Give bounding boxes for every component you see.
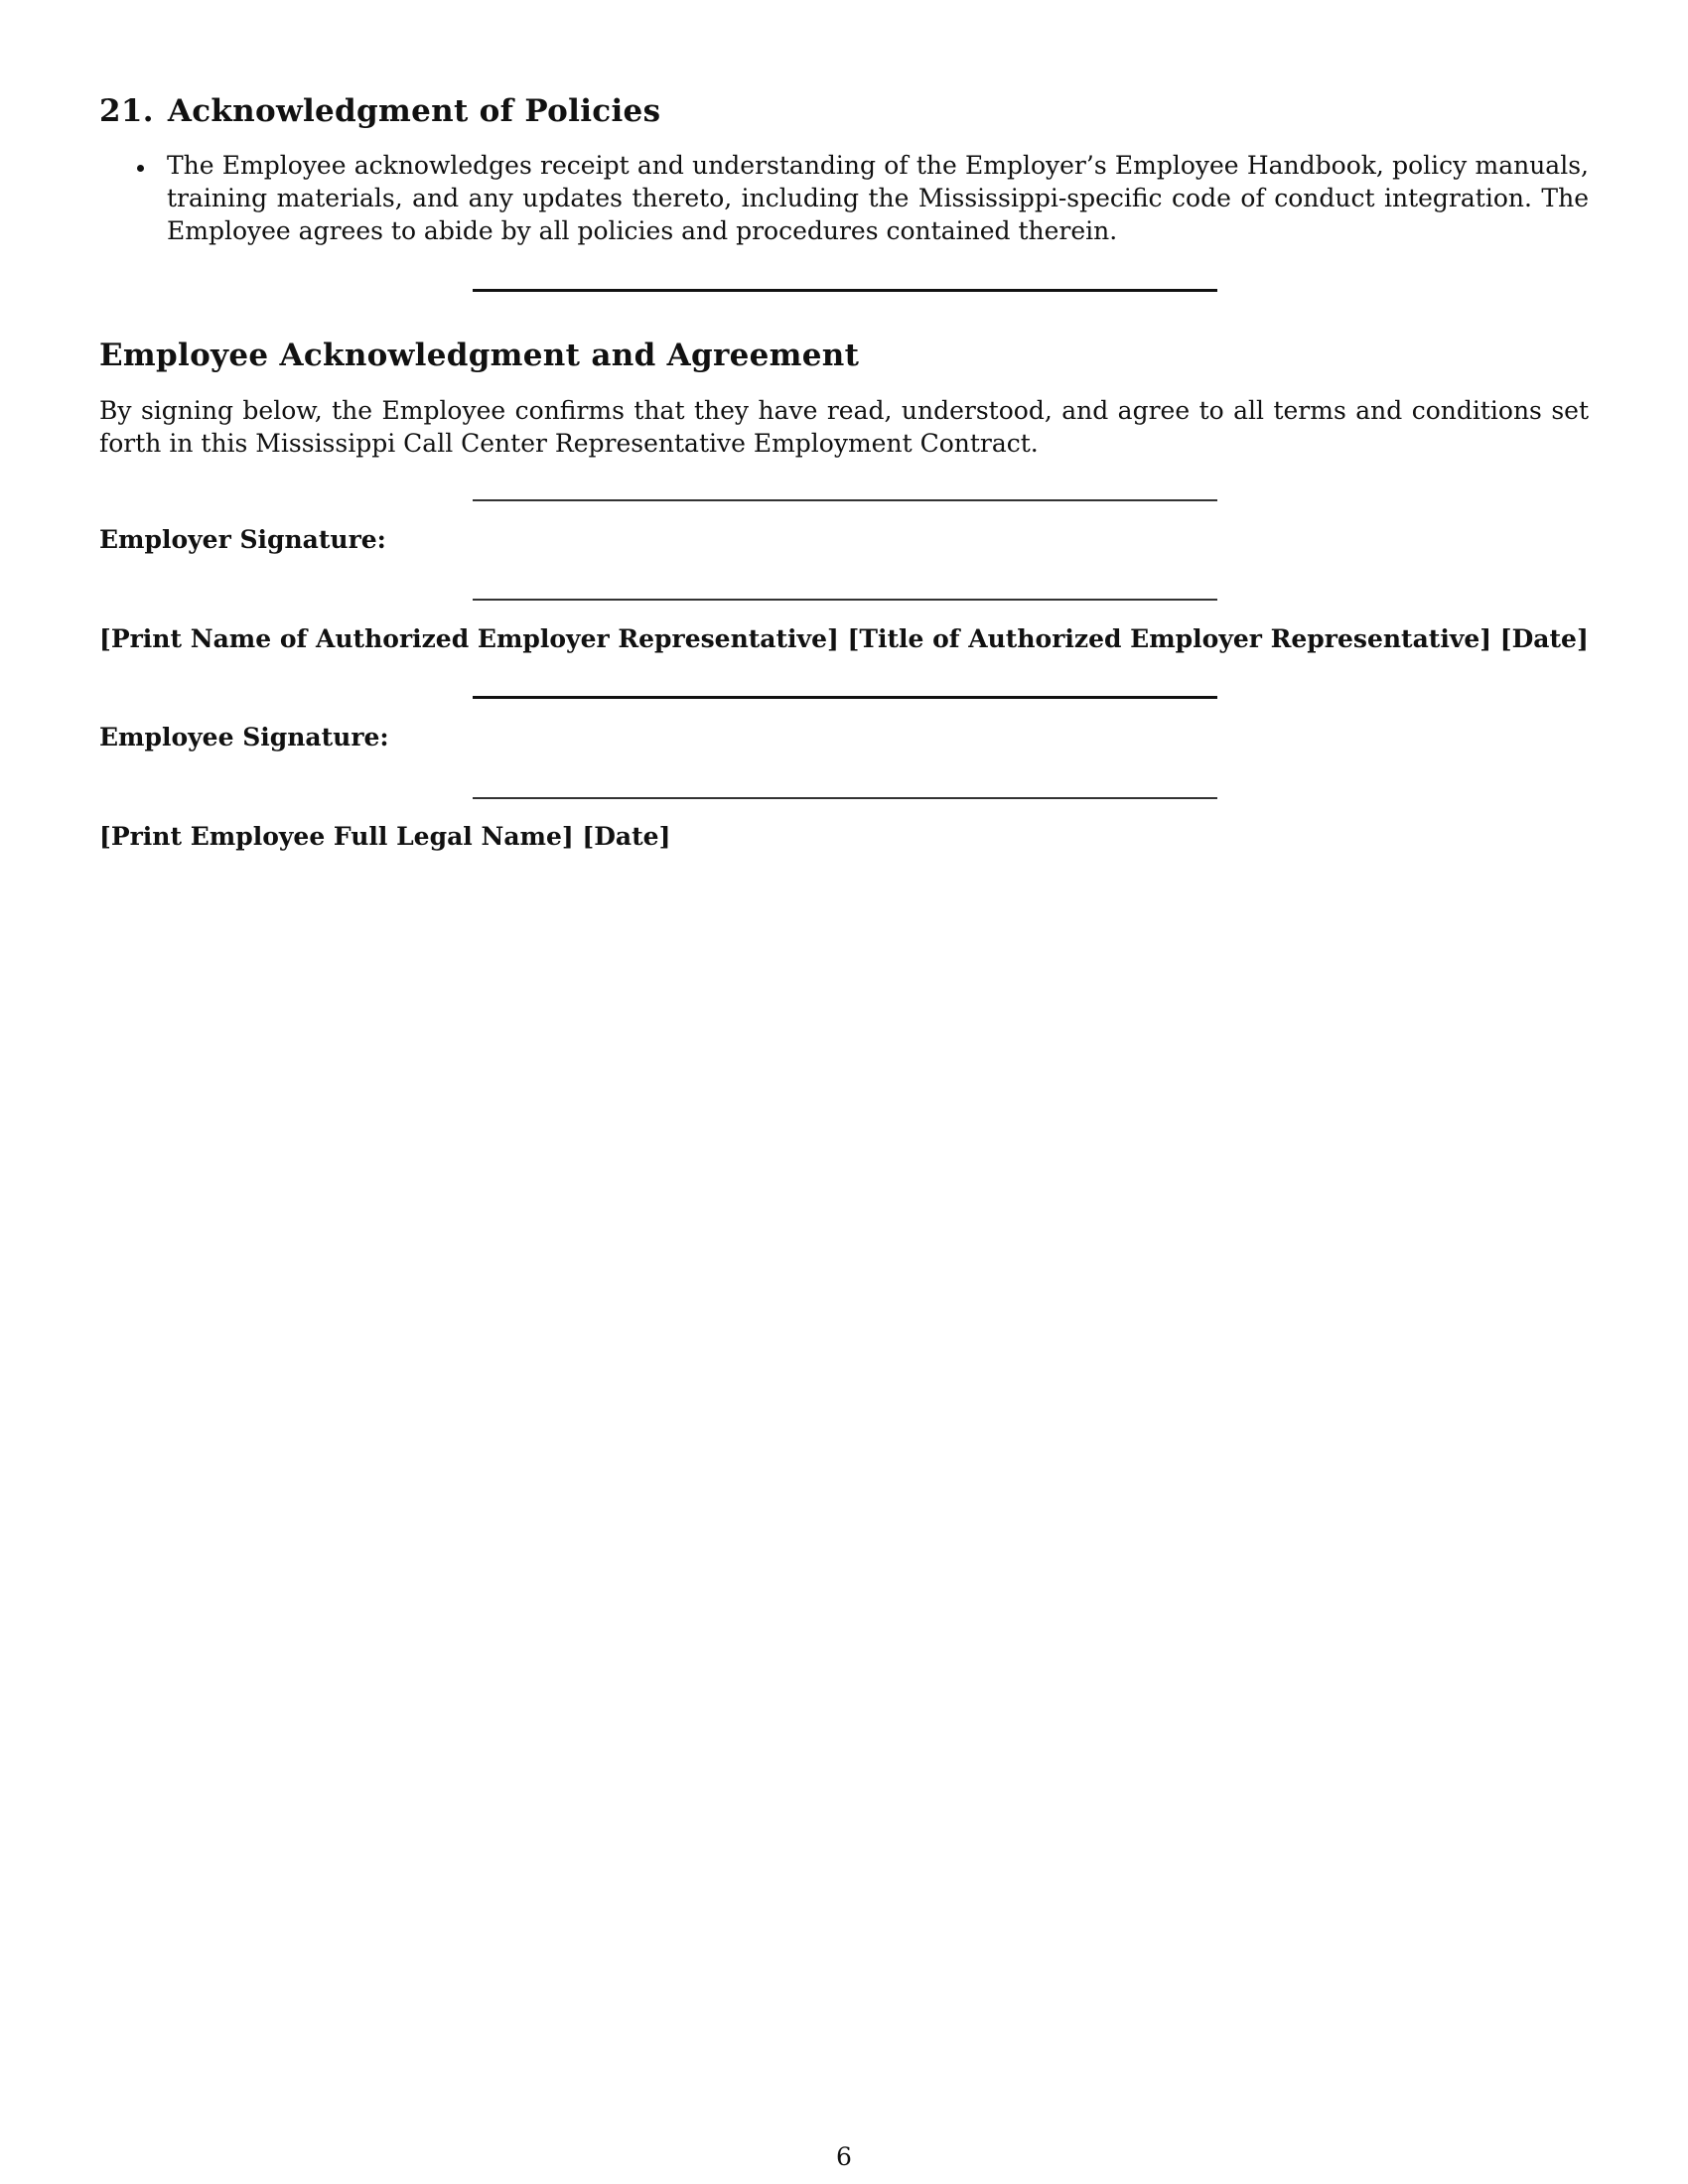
employer-print-name-label: [Print Name of Authorized Employer Representative] [Title of Authorized Employer Representative] [Date]: [99, 624, 1589, 653]
section-heading: [99, 93, 660, 129]
employee-signature-label: Employee Signature:: [99, 723, 389, 751]
employer-signature-label: Employer Signature:: [99, 525, 386, 554]
list-item: [99, 149, 1589, 247]
employee-print-line: [473, 797, 1217, 799]
acknowledgment-paragraph: By signing below, the Employee confirms that they have read, understood, and agree to all terms and conditions set forth in this Mississippi Call Center Representative Employment Contract.: [99, 396, 1589, 458]
acknowledgment-heading: Employee Acknowledgment and Agreement: [99, 338, 860, 373]
employee-print-name-label: [Print Employee Full Legal Name] [Date]: [99, 822, 671, 851]
employee-signature-line: [473, 696, 1217, 699]
policy-bullet-list: [99, 149, 1589, 247]
section-divider: [473, 289, 1217, 292]
page-number: 6: [836, 2142, 852, 2171]
employer-signature-line: [473, 499, 1217, 501]
section-number: 21.: [99, 93, 154, 129]
bullet-text: The Employee acknowledges receipt and understanding of the Employer’s Employee Handbook, policy manuals, training materials, and any updates thereto, including the Mississippi-specific code of conduct integration. The Employee agrees to abide by all policies and procedures contained therein.: [167, 151, 1589, 245]
employer-print-line: [473, 599, 1217, 601]
section-title: Acknowledgment of Policies: [167, 93, 661, 129]
bullet-icon: [137, 165, 144, 172]
